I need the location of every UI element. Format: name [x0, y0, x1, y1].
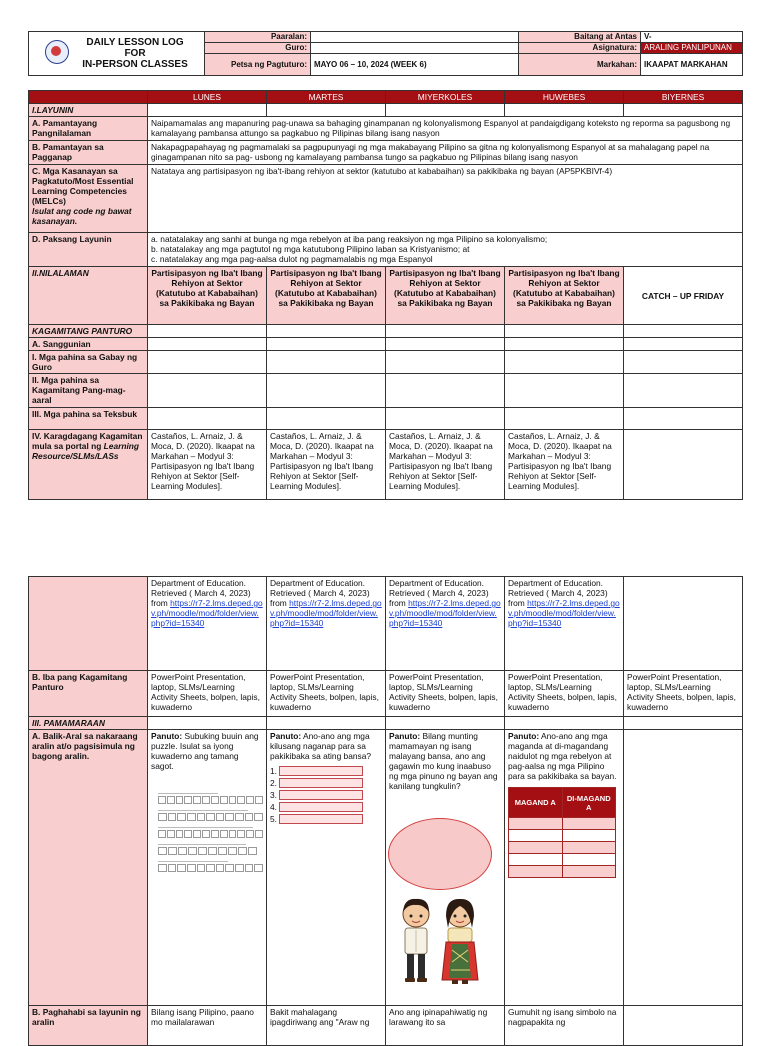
day-huwebes: HUWEBES: [505, 91, 624, 104]
header-title: [29, 32, 205, 76]
maganda-di-maganda-table: [508, 787, 616, 878]
empty-cell: [505, 374, 624, 408]
answer-number: 4.: [270, 802, 277, 812]
empty-cell: [267, 717, 386, 730]
empty-cell: [624, 1006, 743, 1046]
answer-box[interactable]: [279, 778, 363, 788]
empty-cell: [148, 325, 267, 338]
empty-cell: [505, 408, 624, 430]
gabay-label: I. Mga pahina sa Gabay ng Guro: [29, 351, 148, 374]
day-miyerkoles: MIYERKOLES: [386, 91, 505, 104]
answer-row: [270, 789, 382, 801]
asignatura-value: ARALING PANLIPUNAN: [641, 43, 743, 54]
empty-cell: [267, 374, 386, 408]
mini-cell[interactable]: [562, 854, 616, 866]
empty-cell: [267, 351, 386, 374]
empty-cell: [386, 717, 505, 730]
days-header-row: [29, 91, 743, 104]
sanggunian-label: A. Sanggunian: [29, 338, 148, 351]
markahan-value: IKAAPAT MARKAHAN: [641, 54, 743, 76]
balik-aral-huwebes: [505, 730, 624, 1006]
empty-cell: [624, 577, 743, 671]
puzzle-worksheet-image: [158, 790, 263, 905]
pamantayang-pangnilalaman-label: A. Pamantayang Pangnilalaman: [29, 117, 148, 141]
lesson-log-table-page-2: [28, 576, 743, 1046]
deped-ref-label: [29, 577, 148, 671]
empty-cell: [386, 325, 505, 338]
baitang-value: V-: [641, 32, 743, 43]
deped-ref-huwebes: [505, 577, 624, 671]
baitang-label: Baitang at Antas: [519, 32, 641, 43]
empty-cell: [624, 717, 743, 730]
paksang-layunin-item: c. natatalakay ang mga pag-aalsa dulot ng pagmamalabis ng mga Espanyol: [151, 254, 433, 264]
karagdagang-label: IV. Karagdagang Kagamitan mula sa portal ng: [32, 431, 143, 451]
empty-cell: [148, 351, 267, 374]
empty-cell: [148, 717, 267, 730]
melc-text: Natataya ang partisipasyon ng iba't-ibang rehiyon at sektor (katutubo at kababaihan) sa pakikibaka ng bayan (AP5PKBIVf-4): [148, 165, 743, 233]
deped-ref-text: Department of Education. Retrieved ( March 4, 2023) from: [389, 578, 489, 608]
empty-cell: [624, 430, 743, 500]
balik-aral-label: A. Balik-Aral sa nakaraang aralin at/o pagsisimula ng bagong aralin.: [29, 730, 148, 1006]
empty-cell: [267, 104, 386, 117]
karagdagang-ref-huwebes: Castaños, L. Arnaiz, J. & Moca, D. (2020). Ikaapat na Markahan – Modyul 3: Partisipasyon ng Iba't Ibang Rehiyon at Sektor [Self-Learning Modules].: [505, 430, 624, 500]
paaralan-label: Paaralan:: [205, 32, 311, 43]
pamantayang-pangnilalaman-text: Naipamamalas ang mapanuring pag-unawa sa bahaging ginampanan ng kolonyalismong Espanyol at pandaigdigang koteksto ng reporma sa pagusbong ng kamalayang pambansa attungo sa pagkabuo ng Pilipinas bilang isang nasyon: [148, 117, 743, 141]
mini-cell[interactable]: [562, 830, 616, 842]
deped-ref-link[interactable]: https://r7-2.lms.deped.gov.ph/moodle/mod/folder/view.php?id=15340: [151, 598, 263, 628]
iba-pang-lunes: PowerPoint Presentation, laptop, SLMs/Learning Activity Sheets, bolpen, lapis, kuwaderno: [148, 671, 267, 717]
empty-cell: [386, 351, 505, 374]
header-table: [28, 31, 743, 76]
filipino-children-illustration: [392, 892, 488, 992]
answer-number: 2.: [270, 778, 277, 788]
deped-ref-link[interactable]: https://r7-2.lms.deped.gov.ph/moodle/mod/folder/view.php?id=15340: [270, 598, 382, 628]
answer-number: 1.: [270, 766, 277, 776]
paksang-layunin-item: b. natatalakay ang mga pagtutol ng mga katutubong Pilipino laban sa Kristyanismo; at: [151, 244, 470, 254]
day-biyernes: BIYERNES: [624, 91, 743, 104]
empty-cell: [624, 104, 743, 117]
empty-cell: [505, 325, 624, 338]
catch-up-friday: CATCH – UP FRIDAY: [624, 267, 743, 325]
karagdagang-label-italic: Learning Resource/SLMs/LASs: [32, 441, 140, 461]
kagamitan-mag-aaral-label: II. Mga pahina sa Kagamitang Pang-mag-aaral: [29, 374, 148, 408]
answer-box[interactable]: [279, 766, 363, 776]
paksang-layunin-label: D. Paksang Layunin: [29, 233, 148, 267]
corner-cell: [29, 91, 148, 104]
day-martes: MARTES: [267, 91, 386, 104]
karagdagang-ref-miyerkoles: Castaños, L. Arnaiz, J. & Moca, D. (2020). Ikaapat na Markahan – Modyul 3: Partisipasyon ng Iba't Ibang Rehiyon at Sektor [Self-Learning Modules].: [386, 430, 505, 500]
paghahabi-label: B. Paghahabi sa layunin ng aralin: [29, 1006, 148, 1046]
paksang-layunin-list: [148, 233, 743, 267]
maganda-header: MAGAND A: [509, 788, 563, 818]
iba-pang-martes: PowerPoint Presentation, laptop, SLMs/Learning Activity Sheets, bolpen, lapis, kuwaderno: [267, 671, 386, 717]
layunin-heading: I.LAYUNIN: [29, 104, 148, 117]
guro-label: Guro:: [205, 43, 311, 54]
kagamitan-heading: KAGAMITANG PANTURO: [29, 325, 148, 338]
answer-row: [270, 777, 382, 789]
paghahabi-martes: Bakit mahalagang ipagdiriwang ang "Araw ng: [267, 1006, 386, 1046]
mini-cell[interactable]: [562, 866, 616, 878]
deped-ref-text: Department of Education. Retrieved ( March 4, 2023) from: [508, 578, 608, 608]
deped-ref-link[interactable]: https://r7-2.lms.deped.gov.ph/moodle/mod/folder/view.php?id=15340: [389, 598, 501, 628]
panuto-label: Panuto:: [151, 731, 183, 741]
empty-cell: [386, 104, 505, 117]
melc-label-cell: [29, 165, 148, 233]
melc-note: Isulat ang code ng bawat kasanayan.: [32, 206, 132, 226]
answer-row: [270, 765, 382, 777]
empty-cell: [148, 104, 267, 117]
lesson-log-table-page-1: [28, 90, 743, 500]
di-maganda-header: DI-MAGAND A: [562, 788, 616, 818]
nilalaman-huwebes: Partisipasyon ng Iba't Ibang Rehiyon at Sektor (Katutubo at Kababaihan) sa Pakikibaka ng Bayan: [505, 267, 624, 325]
empty-cell: [267, 338, 386, 351]
mini-cell[interactable]: [509, 842, 563, 854]
teksbuk-label: III. Mga pahina sa Teksbuk: [29, 408, 148, 430]
iba-pang-kagamitan-label: B. Iba pang Kagamitang Panturo: [29, 671, 148, 717]
iba-pang-huwebes: PowerPoint Presentation, laptop, SLMs/Learning Activity Sheets, bolpen, lapis, kuwaderno: [505, 671, 624, 717]
balik-lunes-text: Subuking buuin ang puzzle. Isulat sa iyong kuwaderno ang tamang sagot.: [151, 731, 259, 771]
nilalaman-lunes: Partisipasyon ng Iba't Ibang Rehiyon at Sektor (Katutubo at Kababaihan) sa Pakikibaka ng Bayan: [148, 267, 267, 325]
paksang-layunin-item: a. natatalakay ang sanhi at bunga ng mga rebelyon at iba pang reaksiyon ng mga Pilipino sa kolonyalismo;: [151, 234, 548, 244]
empty-cell: [505, 717, 624, 730]
deped-ref-lunes: [148, 577, 267, 671]
empty-cell: [624, 408, 743, 430]
panuto-label: Panuto:: [508, 731, 540, 741]
karagdagang-ref-lunes: Castaños, L. Arnaiz, J. & Moca, D. (2020). Ikaapat na Markahan – Modyul 3: Partisipasyon ng Iba't Ibang Rehiyon at Sektor [Self-Learning Modules].: [148, 430, 267, 500]
empty-cell: [386, 374, 505, 408]
paaralan-value: [311, 32, 519, 43]
nilalaman-miyerkoles: Partisipasyon ng Iba't Ibang Rehiyon at Sektor (Katutubo at Kababaihan) sa Pakikibaka ng Bayan: [386, 267, 505, 325]
title-line-2: FOR: [124, 48, 146, 59]
paghahabi-lunes: Bilang isang Pilipino, paano mo mailalarawan: [148, 1006, 267, 1046]
pamamaraan-heading: III. PAMAMARAAN: [29, 717, 148, 730]
empty-cell: [624, 325, 743, 338]
panuto-label: Panuto:: [389, 731, 421, 741]
mini-cell[interactable]: [562, 842, 616, 854]
empty-cell: [624, 374, 743, 408]
answer-list: [270, 765, 382, 825]
answer-oval[interactable]: [388, 818, 492, 890]
karagdagang-label-cell: [29, 430, 148, 500]
guro-value: [311, 43, 519, 54]
asignatura-label: Asignatura:: [519, 43, 641, 54]
paghahabi-miyerkoles: Ano ang ipinapahiwatig ng larawang ito sa: [386, 1006, 505, 1046]
mini-cell[interactable]: [509, 818, 563, 830]
petsa-label: Petsa ng Pagtuturo:: [205, 54, 311, 76]
iba-pang-biyernes: PowerPoint Presentation, laptop, SLMs/Learning Activity Sheets, bolpen, lapis, kuwaderno: [624, 671, 743, 717]
mini-cell[interactable]: [509, 866, 563, 878]
deped-ref-text: Department of Education. Retrieved ( March 4, 2023) from: [151, 578, 251, 608]
deped-ref-text: Department of Education. Retrieved ( March 4, 2023) from: [270, 578, 370, 608]
balik-miyerkoles-text: Bilang munting mamamayan ng isang malayang bansa, ano ang gagawin mo kung inaabuso ng mga pinuno ng bayan ang kanilang tungkulin?: [389, 731, 498, 791]
empty-cell: [624, 351, 743, 374]
deped-ref-miyerkoles: [386, 577, 505, 671]
day-lunes: LUNES: [148, 91, 267, 104]
balik-huwebes-text: Ano-ano ang mga maganda at di-magandang naidulot ng mga rebelyon at pag-aalsa ng mga Pilipino para sa pakikibaka sa bayan.: [508, 731, 617, 781]
mini-cell[interactable]: [509, 854, 563, 866]
panuto-label: Panuto:: [270, 731, 302, 741]
empty-cell: [148, 374, 267, 408]
title-line-1: DAILY LESSON LOG: [86, 37, 184, 48]
empty-cell: [624, 338, 743, 351]
pamantayan-pagganap-text: Nakapagpapahayag ng pagmamalaki sa pagpupunyagi ng mga makabayang Pilipino sa gitna ng kolonyalismong Espanyol at sa mahalagang papel na ginagampanan nito sa pag- usbong ng kamalayang pambansa tungo sa pagkabuo ng Pilipinas bilang isang nasyon: [148, 141, 743, 165]
empty-cell: [386, 408, 505, 430]
iba-pang-miyerkoles: PowerPoint Presentation, laptop, SLMs/Learning Activity Sheets, bolpen, lapis, kuwaderno: [386, 671, 505, 717]
answer-row: [270, 801, 382, 813]
empty-cell: [505, 351, 624, 374]
pamantayan-pagganap-label: B. Pamantayan sa Pagganap: [29, 141, 148, 165]
karagdagang-ref-martes: Castaños, L. Arnaiz, J. & Moca, D. (2020). Ikaapat na Markahan – Modyul 3: Partisipasyon ng Iba't Ibang Rehiyon at Sektor [Self-Learning Modules].: [267, 430, 386, 500]
answer-row: [270, 813, 382, 825]
title-line-3: IN-PERSON CLASSES: [82, 59, 188, 70]
answer-number: 5.: [270, 814, 277, 824]
empty-cell: [267, 408, 386, 430]
answer-box[interactable]: [279, 802, 363, 812]
markahan-label: Markahan:: [519, 54, 641, 76]
empty-cell: [624, 730, 743, 1006]
empty-cell: [505, 104, 624, 117]
answer-box[interactable]: [279, 790, 363, 800]
paghahabi-huwebes: Gumuhit ng isang simbolo na nagpapakita ng: [505, 1006, 624, 1046]
petsa-value: MAYO 06 – 10, 2024 (WEEK 6): [311, 54, 519, 76]
nilalaman-heading: II.NILALAMAN: [29, 267, 148, 325]
deped-ref-link[interactable]: https://r7-2.lms.deped.gov.ph/moodle/mod/folder/view.php?id=15340: [508, 598, 620, 628]
empty-cell: [267, 325, 386, 338]
melc-label: C. Mga Kasanayan sa Pagkatuto/Most Essential Learning Competencies (MELCs): [32, 166, 134, 206]
empty-cell: [148, 408, 267, 430]
nilalaman-martes: Partisipasyon ng Iba't Ibang Rehiyon at Sektor (Katutubo at Kababaihan) sa Pakikibaka ng Bayan: [267, 267, 386, 325]
mini-cell[interactable]: [509, 830, 563, 842]
balik-martes-text: Ano-ano ang mga kilusang naganap para sa pakikibaka sa ating bansa?: [270, 731, 372, 761]
empty-cell: [505, 338, 624, 351]
balik-aral-martes: [267, 730, 386, 1006]
deped-ref-martes: [267, 577, 386, 671]
empty-cell: [148, 338, 267, 351]
mini-cell[interactable]: [562, 818, 616, 830]
answer-box[interactable]: [279, 814, 363, 824]
answer-number: 3.: [270, 790, 277, 800]
empty-cell: [386, 338, 505, 351]
